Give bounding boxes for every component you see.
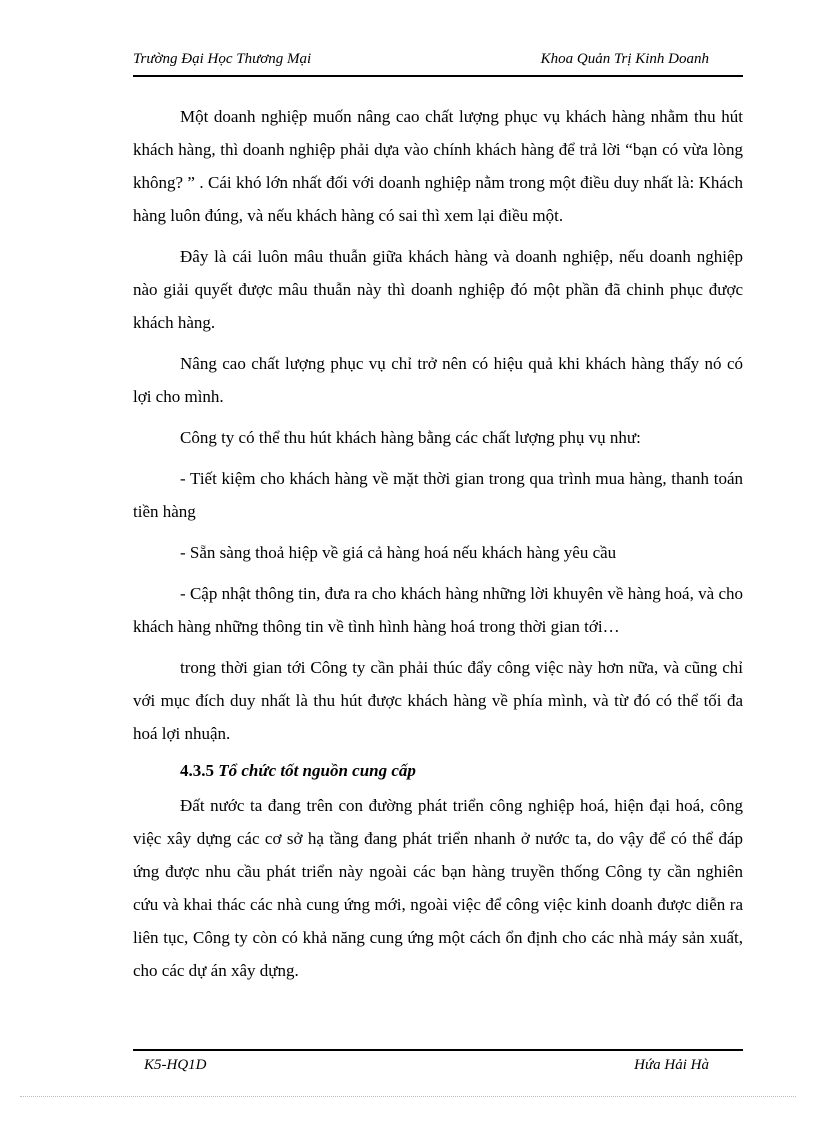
page-edge-divider (20, 1096, 796, 1097)
paragraph-5: - Tiết kiệm cho khách hàng về mặt thời gian trong qua trình mua hàng, thanh toán tiền hàng (133, 469, 743, 521)
paragraph-3: Nâng cao chất lượng phục vụ chỉ trở nên có hiệu quả khi khách hàng thấy nó có lợi cho mình. (133, 354, 743, 406)
section-heading (133, 754, 743, 787)
paragraph-8: trong thời gian tới Công ty cần phải thúc đẩy công việc này hơn nữa, và cũng chỉ với mục đích duy nhất là thu hút được khách hàng về phía mình, và từ đó có thể tối đa hoá lợi nhuận. (133, 658, 743, 743)
page-body (133, 100, 743, 987)
page-header (133, 51, 743, 77)
section-title: Tổ chức tốt nguồn cung cấp (218, 761, 416, 780)
footer-class-code: K5-HQ1D (144, 1057, 207, 1073)
header-school-name: Trường Đại Học Thương Mại (133, 51, 312, 67)
paragraph-2: Đây là cái luôn mâu thuẫn giữa khách hàng và doanh nghiệp, nếu doanh nghiệp nào giải quyết được mâu thuẫn này thì doanh nghiệp đó một phần đã chinh phục được khách hàng. (133, 247, 743, 332)
footer-author-name: Hứa Hải Hà (634, 1057, 709, 1073)
paragraph-6: - Sẵn sàng thoả hiệp về giá cả hàng hoá nếu khách hàng yêu cầu (180, 543, 617, 562)
paragraph-7: - Cập nhật thông tin, đưa ra cho khách hàng những lời khuyên về hàng hoá, và cho khách hàng những thông tin về tình hình hàng hoá trong thời gian tới… (133, 584, 743, 636)
header-faculty-name: Khoa Quản Trị Kinh Doanh (540, 51, 709, 67)
paragraph-4: Công ty có thể thu hút khách hàng bằng các chất lượng phụ vụ như: (180, 428, 641, 447)
section-number: 4.3.5 (180, 761, 214, 780)
section-paragraph: Đất nước ta đang trên con đường phát triển công nghiệp hoá, hiện đại hoá, công việc xây dựng các cơ sở hạ tầng đang phát triển nhanh ở nước ta, do vậy để có thể đáp ứng được nhu cầu phát triển này ngoài các bạn hàng truyền thống Công ty cần nghiên cứu và khai thác các nhà cung ứng mới, ngoài việc để công việc kinh doanh được diễn ra liên tục, Công ty còn có khả năng cung ứng một cách ổn định cho các nhà máy sản xuất, cho các dự án xây dựng. (133, 796, 743, 980)
page-footer (133, 1049, 743, 1079)
paragraph-1: Một doanh nghiệp muốn nâng cao chất lượng phục vụ khách hàng nhằm thu hút khách hàng, thì doanh nghiệp phải dựa vào chính khách hàng để trả lời “bạn có vừa lòng không? ” . Cái khó lớn nhất đối với doanh nghiệp nằm trong một điều duy nhất là: Khách hàng luôn đúng, và nếu khách hàng có sai thì xem lại điều một. (133, 107, 743, 225)
